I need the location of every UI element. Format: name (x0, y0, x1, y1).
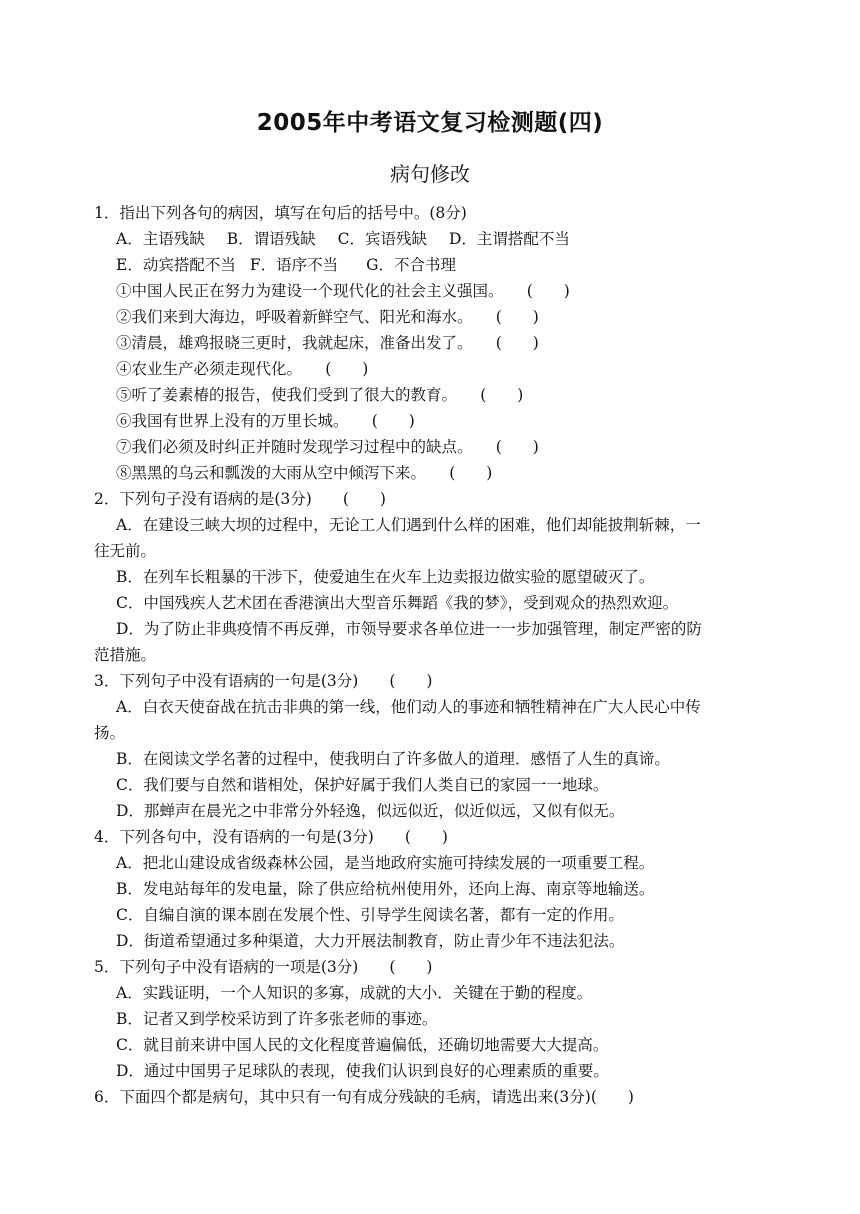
question-2-option-d: D．为了防止非典疫情不再反弹，市领导要求各单位进一一步加强管理，制定严密的防 (116, 620, 702, 638)
question-3-option-a-continued: 扬。 (94, 724, 126, 742)
question-1-item: ④农业生产必须走现代化。 ( ) (116, 360, 369, 378)
question-5-option-d: D．通过中国男子足球队的表现，使我们认识到良好的心理素质的重要。 (116, 1062, 609, 1080)
question-2-option-a-continued: 往无前。 (94, 542, 157, 560)
question-1-item: ⑤听了姜素椿的报告，使我们受到了很大的教育。 ( ) (116, 386, 524, 404)
question-4-option-b: B．发电站每年的发电量，除了供应给杭州使用外，还向上海、南京等地输送。 (116, 880, 655, 898)
option-label: F．语序不当 (249, 256, 339, 274)
question-6-stem: 6．下面四个都是病句，其中只有一句有成分残缺的毛病，请选出来(3分)( ) (94, 1088, 634, 1106)
question-2-option-b: B．在列车长粗暴的干涉下，使爱迪生在火车上边卖报边做实验的愿望破灭了。 (116, 568, 655, 586)
question-1-item: ⑧黑黑的乌云和瓢泼的大雨从空中倾泻下来。 ( ) (116, 464, 493, 482)
question-3-option-b: B．在阅读文学名著的过程中，使我明白了许多做人的道理．感悟了人生的真谛。 (116, 750, 670, 768)
question-3-option-c: C．我们要与自然和谐相处，保护好属于我们人类自已的家园一一地球。 (116, 776, 609, 794)
option-label: B．谓语残缺 (226, 230, 316, 248)
option-label: A．主语残缺 (116, 230, 205, 248)
option-label: E．动宾搭配不当 (116, 256, 236, 274)
question-2-option-c: C．中国残疾人艺术团在香港演出大型音乐舞蹈《我的梦》，受到观众的热烈欢迎。 (116, 594, 679, 612)
question-1-item: ⑦我们必须及时纠正并随时发现学习过程中的缺点。 ( ) (116, 438, 539, 456)
question-1-stem: 1．指出下列各句的病因，填写在句后的括号中。(8分) (94, 204, 467, 222)
question-4-stem: 4．下列各句中，没有语病的一句是(3分) ( ) (94, 828, 448, 846)
question-4-option-c: C．自编自演的课本剧在发展个性、引导学生阅读名著，都有一定的作用。 (116, 906, 624, 924)
option-label: G．不合书理 (366, 256, 456, 274)
question-1-item: ③清晨，雄鸡报晓三更时，我就起床，准备出发了。 ( ) (116, 334, 539, 352)
question-1-item: ②我们来到大海边，呼吸着新鲜空气、阳光和海水。 ( ) (116, 308, 539, 326)
question-3-option-d: D．那蝉声在晨光之中非常分外轻逸，似远似近，似近似远，又似有似无。 (116, 802, 625, 820)
page-title: 2005年中考语文复习检测题(四) (256, 110, 604, 136)
question-5-stem: 5．下列句子中没有语病的一项是(3分) ( ) (94, 958, 433, 976)
question-1-item: ①中国人民正在努力为建设一个现代化的社会主义强国。 ( ) (116, 282, 570, 300)
question-3-stem: 3．下列句子中没有语病的一句是(3分) ( ) (94, 672, 433, 690)
question-list (94, 200, 776, 1110)
section-subtitle: 病句修改 (390, 162, 470, 186)
option-label: C．宾语残缺 (337, 230, 427, 248)
question-5-option-a: A．实践证明，一个人知识的多寡，成就的大小．关键在于勤的程度。 (116, 984, 593, 1002)
question-5-option-b: B．记者又到学校采访到了许多张老师的事迹。 (116, 1010, 438, 1028)
option-label: D．主谓搭配不当 (448, 230, 570, 248)
question-1-item: ⑥我国有世界上没有的万里长城。 ( ) (116, 412, 415, 430)
question-4-option-a: A．把北山建设成省级森林公园，是当地政府实施可持续发展的一项重要工程。 (116, 854, 655, 872)
question-2-option-d-continued: 范措施。 (94, 646, 157, 664)
question-2-option-a: A．在建设三峡大坝的过程中，无论工人们遇到什么样的困难，他们却能披荆斩棘，一 (116, 516, 701, 534)
question-1-options-row-2 (94, 252, 776, 278)
question-2-stem: 2．下列句子没有语病的是(3分) ( ) (94, 490, 386, 508)
question-5-option-c: C．就目前来讲中国人民的文化程度普遍偏低，还确切地需要大大提高。 (116, 1036, 609, 1054)
question-3-option-a: A．白衣天使奋战在抗击非典的第一线，他们动人的事迹和牺牲精神在广大人民心中传 (116, 698, 701, 716)
question-4-option-d: D．街道希望通过多种渠道，大力开展法制教育，防止青少年不违法犯法。 (116, 932, 625, 950)
question-1-options-row-1 (94, 226, 776, 252)
